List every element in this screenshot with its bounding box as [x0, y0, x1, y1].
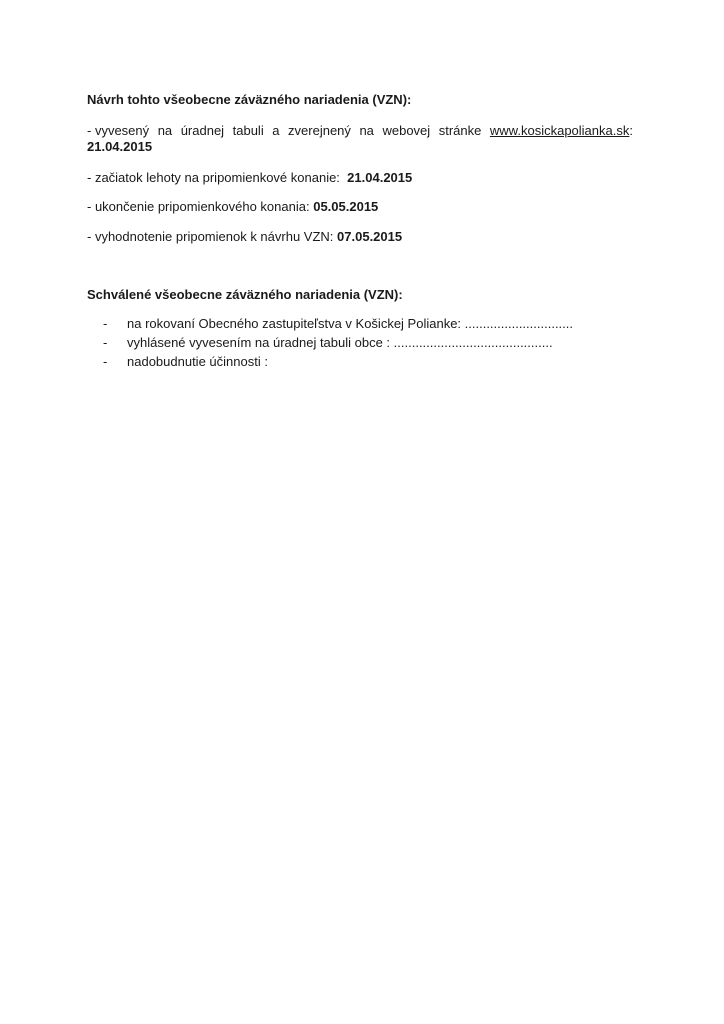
start-date: 21.04.2015 — [347, 170, 413, 185]
end-date: 05.05.2015 — [313, 199, 379, 214]
posted-word: webovej — [382, 123, 431, 138]
approved-item-dash: - — [103, 335, 108, 350]
website-suffix: : — [629, 123, 633, 138]
approved-heading: Schválené všeobecne záväzného nariadenia (VZN): — [87, 287, 403, 302]
draft-start-line — [87, 170, 412, 185]
draft-eval-line — [87, 229, 402, 244]
posted-word: a — [272, 123, 280, 138]
posted-word: tabuli — [232, 123, 264, 138]
draft-heading: Návrh tohto všeobecne záväzného nariadenia (VZN): — [87, 92, 412, 107]
approved-item-text: nadobudnutie účinnosti : — [127, 354, 268, 369]
posted-word: úradnej — [180, 123, 225, 138]
end-label: - ukončenie pripomienkového konania: — [87, 199, 310, 214]
approved-item-text: vyhlásené vyvesením na úradnej tabuli obce : ............................................ — [127, 335, 553, 350]
draft-end-line — [87, 199, 378, 214]
draft-posted-date-line — [87, 139, 152, 154]
approved-item-dash: - — [103, 354, 108, 369]
posted-word: - vyvesený — [87, 123, 150, 138]
posted-date: 21.04.2015 — [87, 139, 153, 154]
website-link[interactable]: www.kosickapolianka.sk — [489, 123, 630, 138]
approved-item-text: na rokovaní Obecného zastupiteľstva v Košickej Polianke: .............................. — [127, 316, 573, 331]
posted-word: stránke — [438, 123, 482, 138]
eval-label: - vyhodnotenie pripomienok k návrhu VZN: — [87, 229, 334, 244]
draft-posted-line — [87, 123, 633, 138]
approved-item-dash: - — [103, 316, 108, 331]
posted-word: na — [359, 123, 374, 138]
start-label: - začiatok lehoty na pripomienkové konanie: — [87, 170, 340, 185]
eval-date: 07.05.2015 — [337, 229, 403, 244]
posted-word: na — [157, 123, 173, 138]
website-link-wrap — [490, 123, 633, 138]
posted-word: zverejnený — [288, 123, 351, 138]
